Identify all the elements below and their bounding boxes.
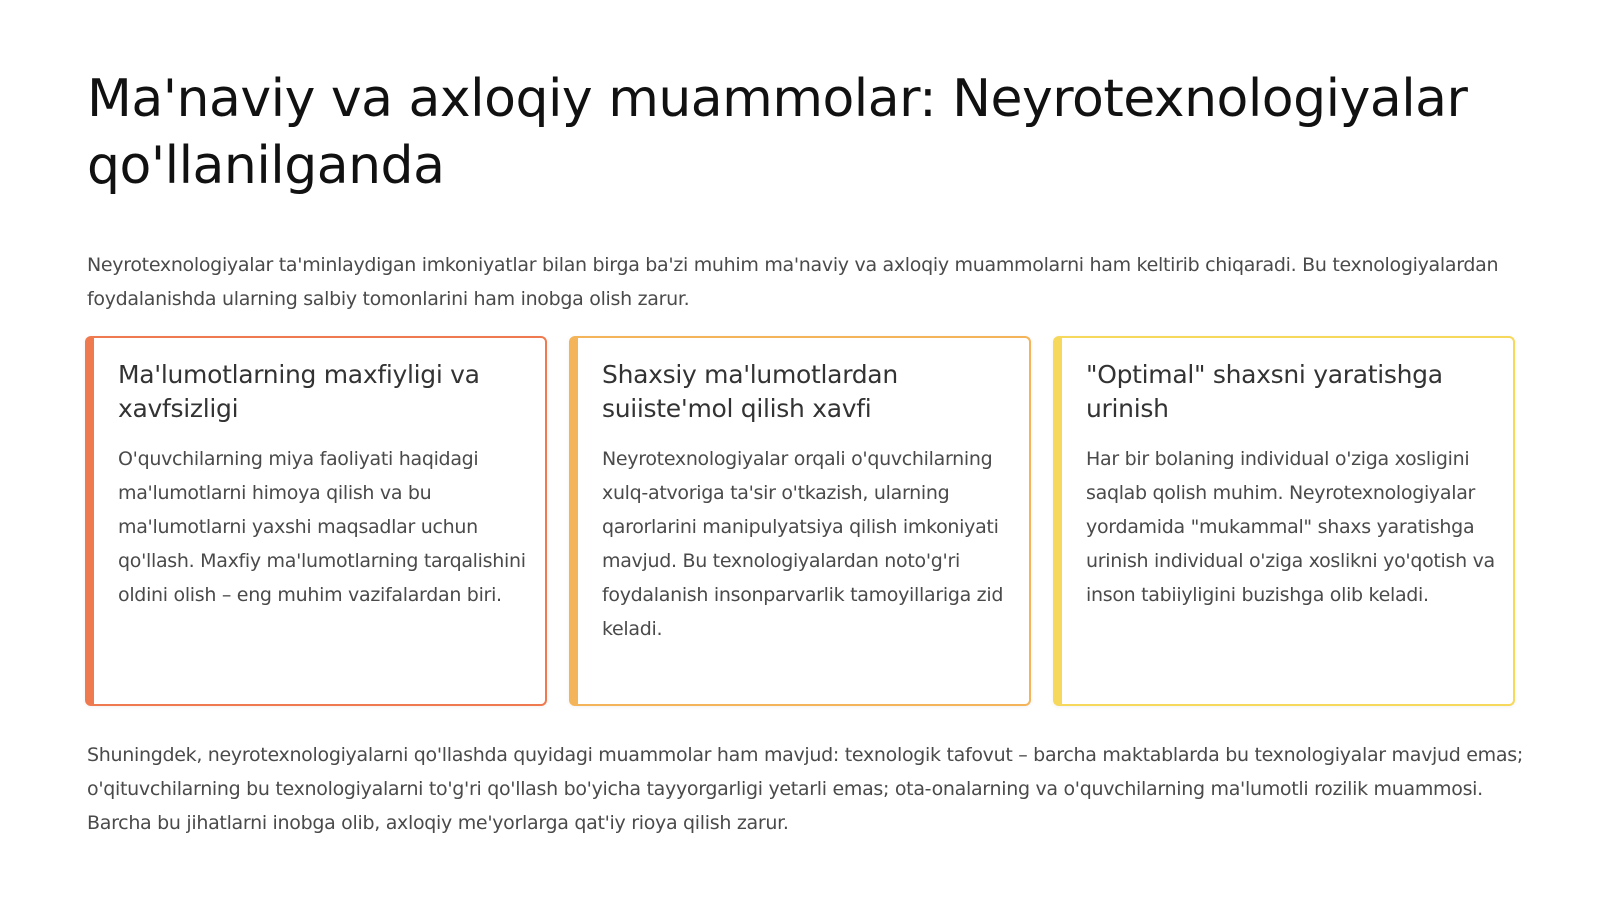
card-body: O'quvchilarning miya faoliyati haqidagi ma'lumotlarni himoya qilish va bu ma'lumotlarni yaxshi maqsadlar uchun qo'llash. Maxfiy ma'lumotlarning tarqalishini oldini olish – eng muhim vazifalardan biri. xyxy=(118,448,526,606)
card-body: Neyrotexnologiyalar orqali o'quvchilarning xulq-atvoriga ta'sir o'tkazish, ularning qarorlarini manipulyatsiya qilish imkoniyati mavjud. Bu texnologiyalardan noto'g'ri foydalanish insonparvarlik tamoyillariga zid keladi. xyxy=(602,448,1004,640)
card-body: Har bir bolaning individual o'ziga xosligini saqlab qolish muhim. Neyrotexnologiyalar yordamida "mukammal" shaxs yaratishga urinish individual o'ziga xoslikni yo'qotish va inson tabiiyligini buzishga olib keladi. xyxy=(1086,448,1495,606)
card-title: Ma'lumotlarning maxfiyligi va xavfsizligi xyxy=(118,360,480,423)
cards-row xyxy=(85,336,1515,708)
outro-paragraph: Shuningdek, neyrotexnologiyalarni qo'llashda quyidagi muammolar ham mavjud: texnologik tafovut – barcha maktablarda bu texnologiyalar mavjud emas; o'qituvchilarning bu texnologiyalarni to'g'ri qo'llash bo'yicha tayyorgarligi yetarli emas; ota-onalarning va o'quvchilarning ma'lumotli rozilik muammosi. Barcha bu jihatlarni inobga olib, axloqiy me'yorlarga qat'iy rioya qilish zarur. xyxy=(87,744,1523,834)
card-data-privacy xyxy=(85,336,547,706)
card-title: "Optimal" shaxsni yaratishga urinish xyxy=(1086,360,1443,423)
card-title: Shaxsiy ma'lumotlardan suiiste'mol qilish xavfi xyxy=(602,360,898,423)
card-optimal-person xyxy=(1053,336,1515,706)
page-title: Ma'naviy va axloqiy muammolar: Neyrotexnologiyalar qo'llanilganda xyxy=(87,69,1468,196)
card-data-misuse xyxy=(569,336,1031,706)
intro-paragraph: Neyrotexnologiyalar ta'minlaydigan imkoniyatlar bilan birga ba'zi muhim ma'naviy va axloqiy muammolarni ham keltirib chiqaradi. Bu texnologiyalardan foydalanishda ularning salbiy tomonlarini ham inobga olish zarur. xyxy=(87,254,1499,310)
